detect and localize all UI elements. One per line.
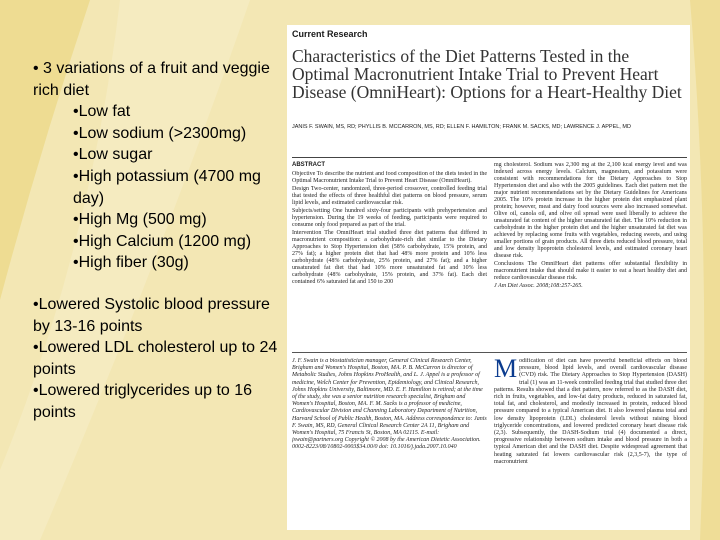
header-divider [292,157,687,158]
article-kicker: Current Research [292,29,368,39]
article-title: Characteristics of the Diet Patterns Tested in the Optimal Macronutrient Intake Trial to Prevent Heart Disease (OmniHeart): Options for a Heart-Healthy Diet [292,46,682,102]
bullet-high-fiber: •High fiber (30g) [73,254,189,272]
result-triglycerides: •Lowered triglycerides up to 16 points [33,382,253,421]
bullet-low-fat: •Low fat [73,103,131,121]
abstract-citation: J Am Diet Assoc. 2008;108:257-265. [494,283,583,289]
result-systolic: •Lowered Systolic blood pressure by 13-16 points [33,295,270,335]
bullet-low-sodium: •Low sodium (>2300mg) [73,124,247,142]
body-dropcap: M [494,358,518,383]
bullet-low-sugar: •Low sugar [73,146,153,164]
abstract-column-2 [494,162,687,349]
bullet-high-potassium: •High potassium (4700 mg day) [73,167,261,207]
abstract-results: mg cholesterol. Sodium was 2,300 mg at the 2,100 kcal energy level and was indexed across energy levels. Calcium, magnesium, and potassium were consistent with recommendations for the Dietary Approaches to Stop Hypertension diet and also with the 2005 guidelines. Each diet pattern met the major nutrient recommendations set by the Dietary Guidelines for Americans 2005. The 10% protein increase in the higher protein diet emphasized plant protein; however, meat and dairy food sources were also increased somewhat. Olive oil, canola oil, and olive oil spread were used liberally to achieve the unsaturated fat content of the higher unsaturated fat diet. The 10% reduction in carbohydrate in the higher protein diet and the higher unsaturated fat diet was achieved by replacing some fruits with vegetables, reducing sweets, and using smaller portions of grain products. All three diets reduced blood pressure, total and low density lipoprotein cholesterol levels, and estimated coronary heart disease risk. [494,162,687,259]
bullet-high-calcium: •High Calcium (1200 mg) [73,232,252,250]
abstract-divider [292,352,687,353]
abstract-column-1 [292,171,487,349]
abstract-intervention: Intervention The OmniHeart trial studied three diet patterns that differed in macronutrient composition: a carbohydrate-rich diet similar to the Dietary Approaches to Stop Hypertension diet (58% carbohydrate, 15% protein, and 27% fat); a higher protein diet that had 48% more protein and 10% less carbohydrate (48% carbohydrate, 25% protein, and 27% fat); and a higher unsaturated fat diet that had 10% more unsaturated fat and 10% less carbohydrate (48% carbohydrate, 15% protein, and 37% fat). Each diet contained 6% saturated fat and 150 to 200 [292,230,487,285]
article-scan [287,25,690,530]
bullet-gap [33,274,278,294]
article-body [494,358,687,528]
abstract-objective: Objective To describe the nutrient and food composition of the diets tested in the Optimal Macronutrient Intake Trial to Prevent Heart Disease (OmniHeart). [292,171,487,184]
body-text: odification of diet can have powerful beneficial effects on blood pressure, blood lipid levels, and overall cardiovascular disease (CVD) risk. The Dietary Approaches to Stop Hypertension (DASH) trial (1) was an 11-week controlled feeding trial that studied three diet patterns. Results showed that a diet pattern, now referred to as the DASH diet, rich in fruits, vegetables, and low-fat dairy products, reduced in saturated fat, total fat, and cholesterol, and modestly increased in protein, reduced blood pressure compared to a typical American diet. It also lowered plasma total and low density lipoprotein (LDL) cholesterol levels without raising blood triglyceride concentrations, and lowered predicted coronary heart disease risk (2,3). Subsequently, the DASH-Sodium trial (4) documented a direct, progressive relationship between sodium intake and blood pressure in both a typical American diet and the DASH diet. Despite widespread agreement that heating saturated fat lowers cardiovascular risk (2,3,5-7), the type of macronutrient [494,358,687,465]
left-bullet-text [33,58,278,424]
abstract-subjects: Subjects/setting One hundred sixty-four participants with prehypertension and hypertension. During the 19 weeks of feeding, participants were required to consume only food prepared as part of the trial. [292,208,487,228]
bullet-high-mg: •High Mg (500 mg) [73,211,207,229]
author-note: J. F. Swain is a biostatistician manager, General Clinical Research Center, Brigham and Women's Hospital, Boston, MA. P. B. McCarron is director of Metabolic Studies, Johns Hopkins ProHealth, and L. J. Appel is a professor of medicine, Welch Center for Prevention, Epidemiology, and Clinical Research, Johns Hopkins University, Baltimore, MD. E. F. Hamilton is retired; at the time of the study, she was a senior nutrition research specialist, Brigham and Women's Hospital, Boston, MA. F. M. Sacks is a professor of medicine, Cardiovascular Division and Channing Laboratory Department of Nutrition, Harvard School of Public Health, Boston, MA. Address correspondence to: Janis F. Swain, MS, RD, General Clinical Research Center 2A 11, Brigham and Women's Hospital, 75 Francis St, Boston, MA 02115. E-mail: jswain@partners.org Copyright © 2008 by the American Dietetic Association. 0002-8223/08/10802-0003$34.00/0 doi: 10.1016/j.jada.2007.10.040 [292,358,487,451]
abstract-design: Design Two-center, randomized, three-period crossover, controlled feeding trial that tested the effects of three healthful diet patterns on blood pressure, serum lipid levels, and estimated cardiovascular risk. [292,186,487,206]
result-ldl: •Lowered LDL cholesterol up to 24 points [33,339,278,378]
abstract-conclusions: Conclusions The OmniHeart diet patterns offer substantial flexibility in macronutrient intake that should make it easier to eat a heart healthy diet and reduce cardiovascular disease risk. [494,261,687,281]
article-authors: JANIS F. SWAIN, MS, RD; PHYLLIS B. MCCARRON, MS, RD; ELLEN F. HAMILTON; FRANK M. SACKS, MD; LAWRENCE J. APPEL, MD [292,124,631,130]
abstract-label: ABSTRACT [292,162,325,168]
bullet-diet: • 3 variations of a fruit and veggie rich diet [33,60,270,99]
